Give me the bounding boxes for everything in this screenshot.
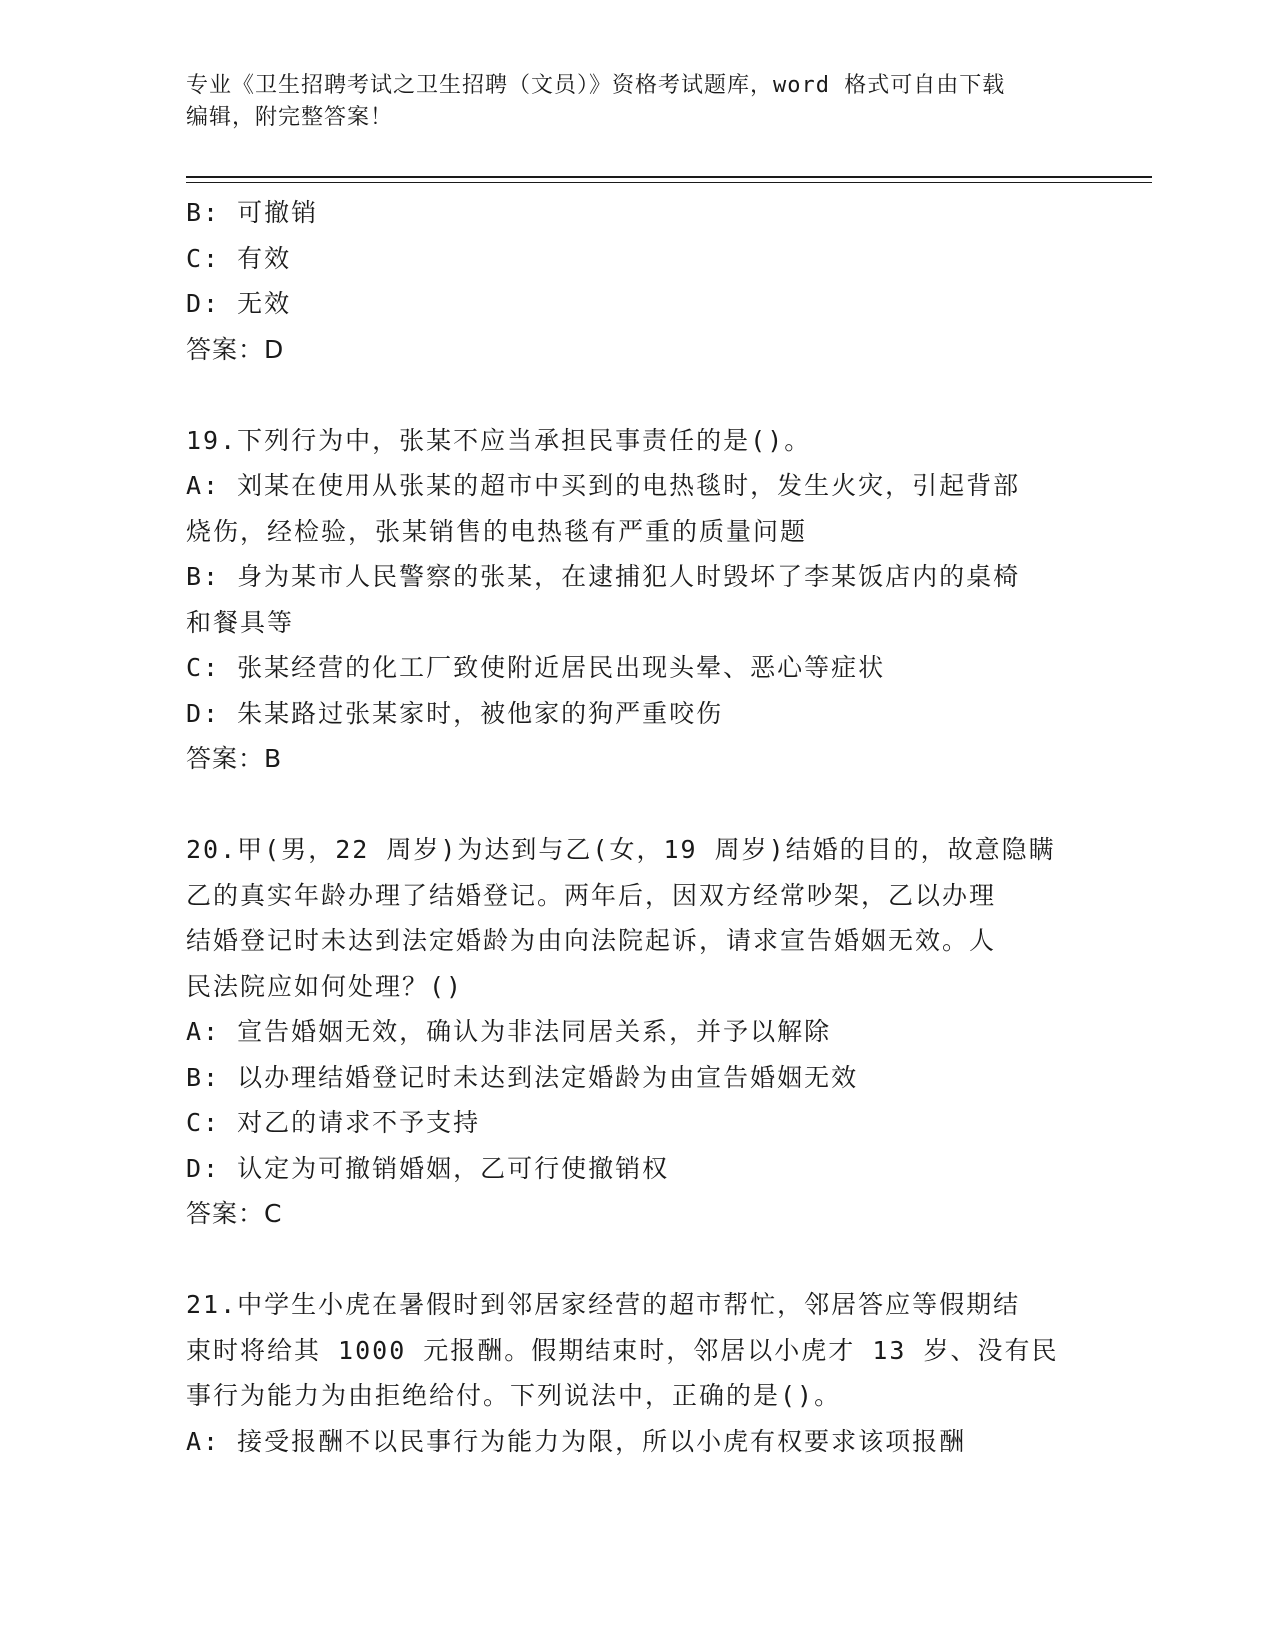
- question-stem-continued: 结婚登记时未达到法定婚龄为由向法院起诉，请求宣告婚姻无效。人: [186, 926, 997, 955]
- answer-line: 答案：D: [186, 334, 285, 364]
- question-20: [186, 827, 1086, 1237]
- question-body: [186, 190, 1086, 1464]
- option-d: D: 认定为可撤销婚姻，乙可行使撤销权: [186, 1153, 670, 1183]
- question-stem-continued: 事行为能力为由拒绝给付。下列说法中，正确的是()。: [186, 1381, 842, 1410]
- question-18-tail: [186, 190, 1086, 372]
- option-b-continued: 和餐具等: [186, 607, 295, 637]
- option-c: C: 有效: [186, 243, 292, 273]
- header-line-1: 专业《卫生招聘考试之卫生招聘（文员）》资格考试题库，word 格式可自由下载: [186, 73, 1006, 98]
- answer-line: 答案：C: [186, 1199, 283, 1228]
- option-b: B: 以办理结婚登记时未达到法定婚龄为由宣告婚姻无效: [186, 1062, 859, 1092]
- question-19: [186, 418, 1086, 782]
- answer-line: 答案：B: [186, 744, 283, 773]
- question-stem-continued: 乙的真实年龄办理了结婚登记。两年后，因双方经常吵架，乙以办理: [186, 880, 997, 910]
- option-a: A: 宣告婚姻无效，确认为非法同居关系，并予以解除: [186, 1017, 832, 1046]
- spacer: [186, 782, 1086, 828]
- option-a: A: 刘某在使用从张某的超市中买到的电热毯时，发生火灾，引起背部: [186, 471, 1021, 500]
- question-stem: 19.下列行为中，张某不应当承担民事责任的是()。: [186, 425, 812, 455]
- header-rule-thick: [186, 176, 1152, 178]
- option-a: A: 接受报酬不以民事行为能力为限，所以小虎有权要求该项报酬: [186, 1426, 967, 1456]
- page-header: [186, 70, 1066, 134]
- option-d: D: 朱某路过张某家时，被他家的狗严重咬伤: [186, 698, 724, 728]
- spacer: [186, 372, 1086, 418]
- option-d: D: 无效: [186, 289, 292, 318]
- question-21: [186, 1282, 1086, 1464]
- question-stem-continued: 束时将给其 1000 元报酬。假期结束时，邻居以小虎才 13 岁、没有民: [186, 1335, 1059, 1365]
- option-b: B: 身为某市人民警察的张某，在逮捕犯人时毁坏了李某饭店内的桌椅: [186, 562, 1021, 591]
- header-line-2: 编辑，附完整答案！: [186, 105, 394, 130]
- option-c: C: 对乙的请求不予支持: [186, 1108, 481, 1137]
- header-rule-thin: [186, 182, 1152, 183]
- spacer: [186, 1237, 1086, 1283]
- question-stem-continued: 民法院应如何处理？(): [186, 971, 464, 1001]
- option-b: B: 可撤销: [186, 198, 319, 227]
- question-stem: 21.中学生小虎在暑假时到邻居家经营的超市帮忙，邻居答应等假期结: [186, 1290, 1021, 1319]
- question-stem: 20.甲(男，22 周岁)为达到与乙(女，19 周岁)结婚的目的，故意隐瞒: [186, 835, 1056, 864]
- option-c: C: 张某经营的化工厂致使附近居民出现头晕、恶心等症状: [186, 653, 886, 682]
- option-a-continued: 烧伤，经检验，张某销售的电热毯有严重的质量问题: [186, 516, 808, 546]
